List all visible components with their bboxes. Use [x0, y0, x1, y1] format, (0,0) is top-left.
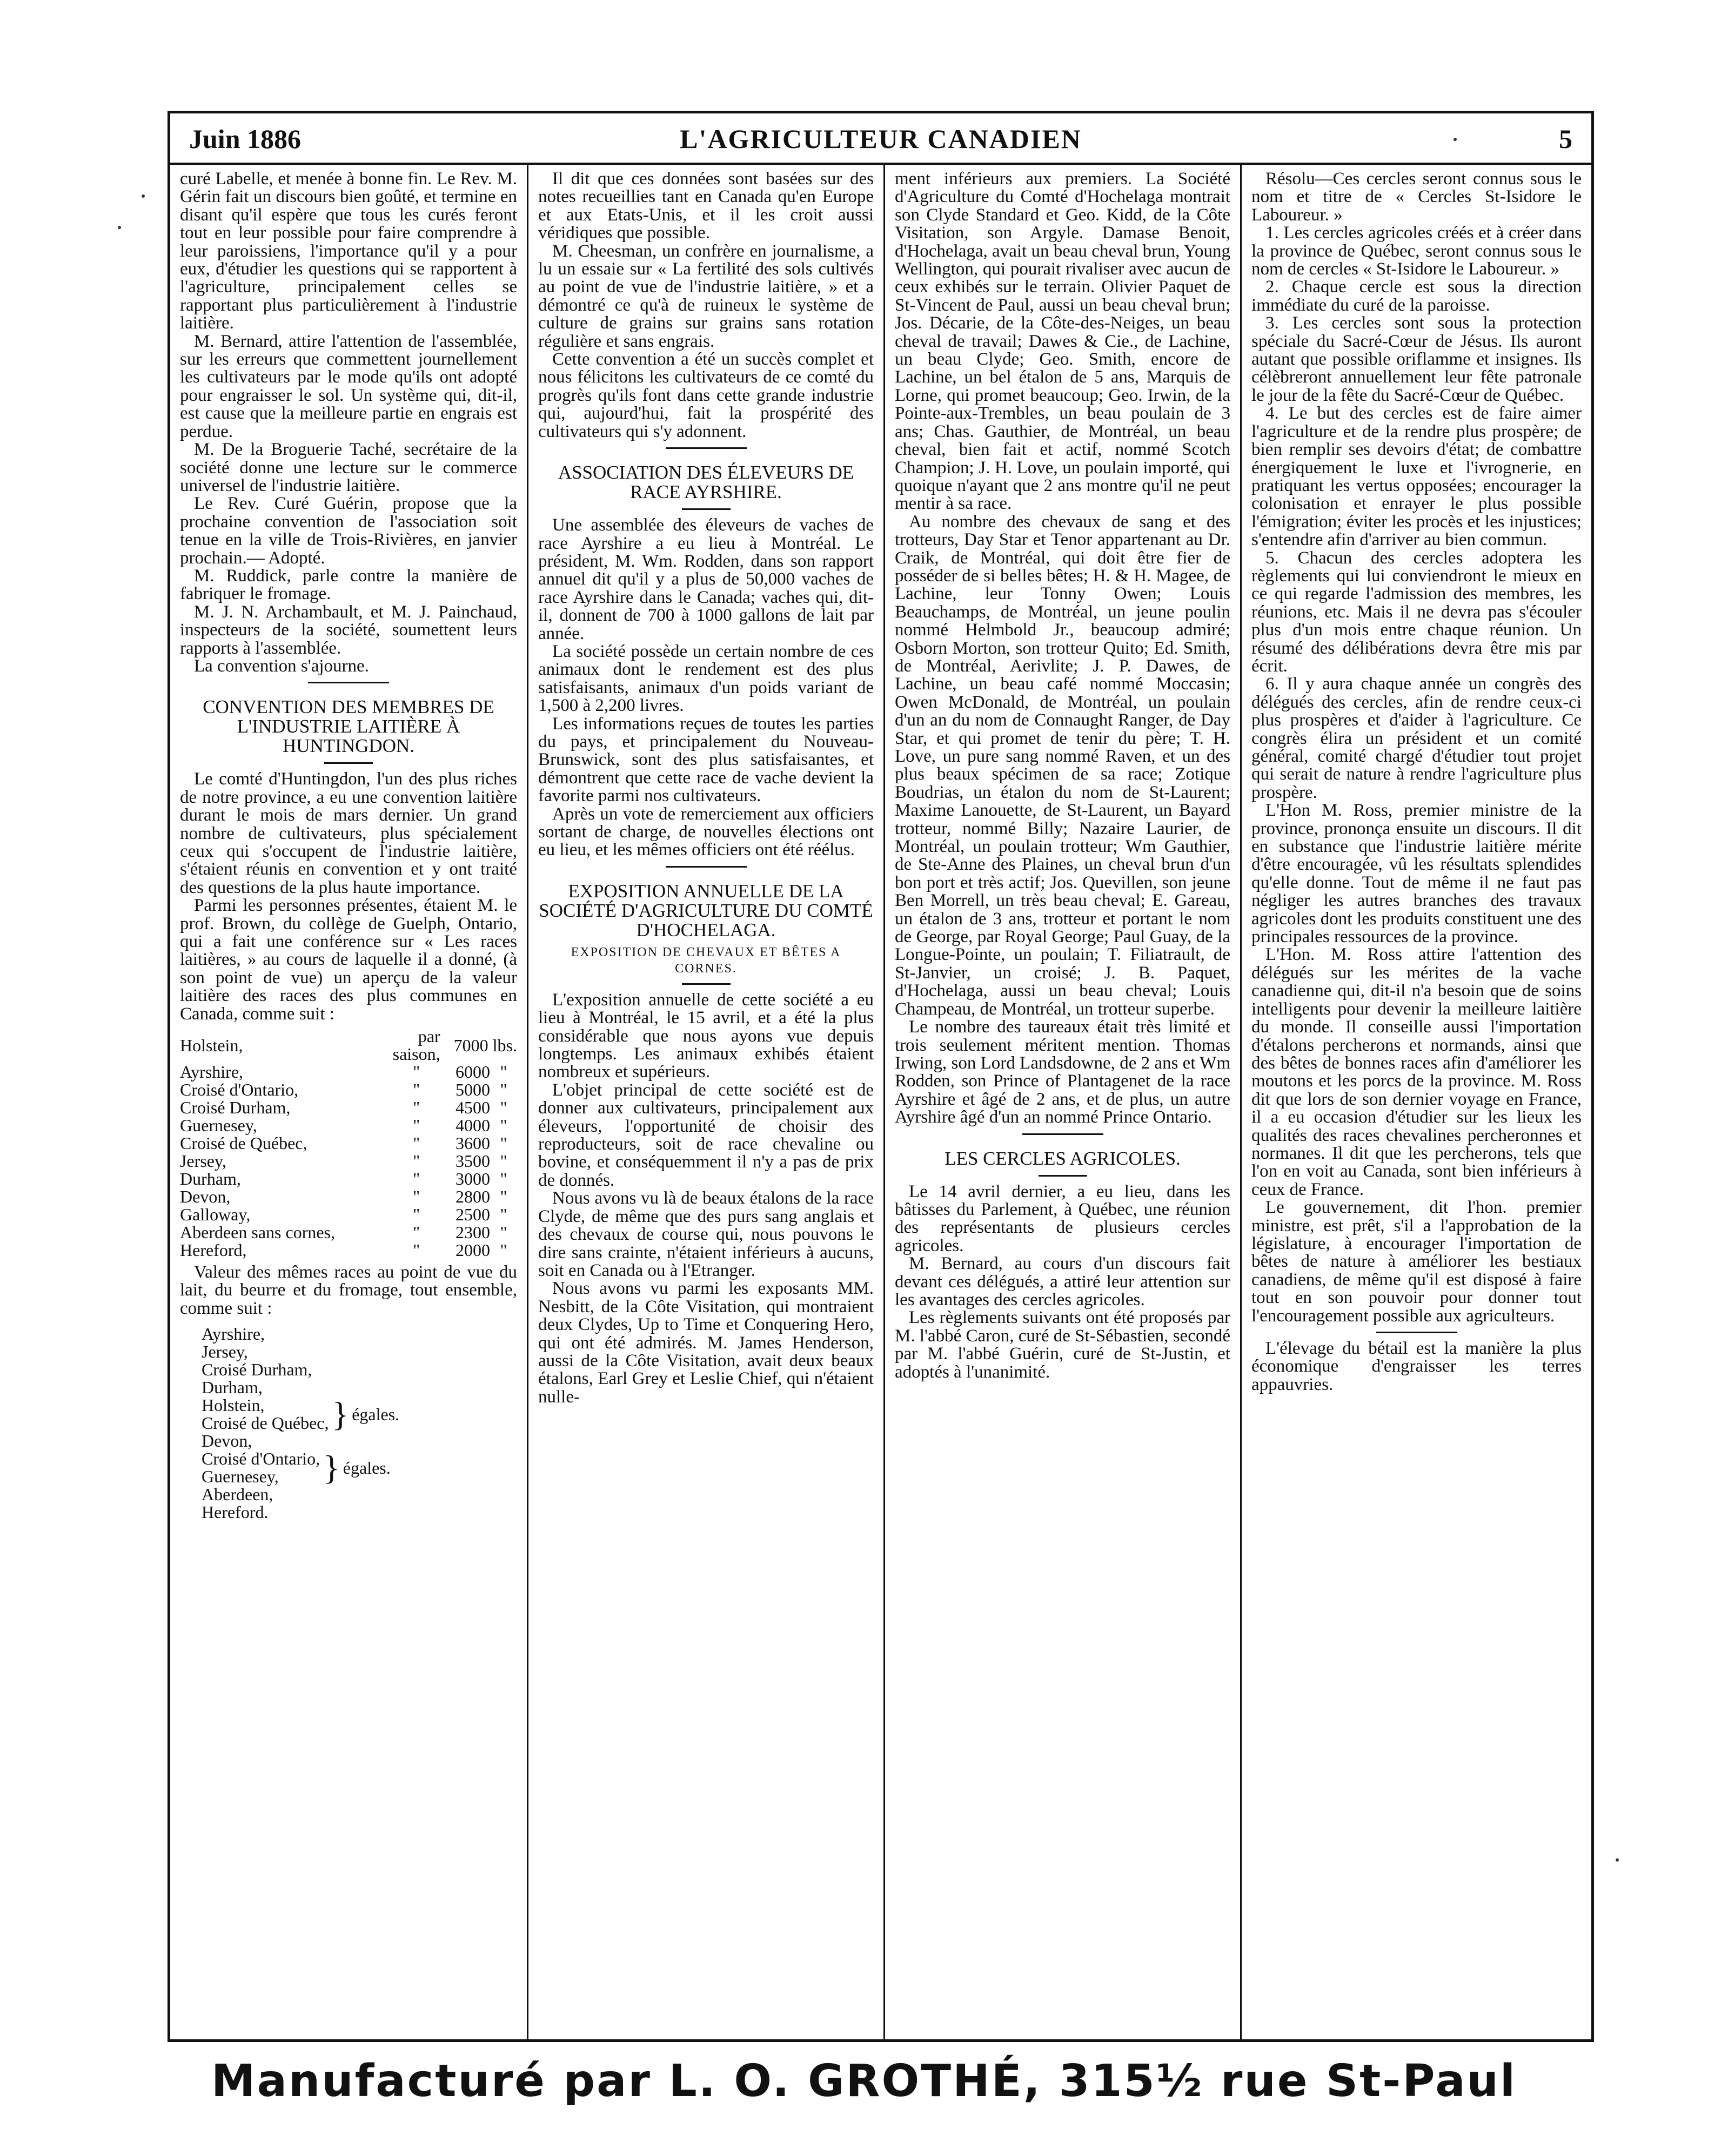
ditto-mark: "	[413, 1080, 420, 1100]
equal-label: égales.	[343, 1458, 391, 1477]
paragraph: Les informations reçues de toutes les parties du pays, et principalement du Nouveau-Brunswick, sont des plus satisfaisantes, et démontrent que cette race de vache devient la favorite parmi nos cultivateurs.	[538, 714, 874, 806]
ditto-mark: "	[413, 1062, 420, 1082]
ditto-mark: "	[500, 1080, 507, 1100]
paragraph: Après un vote de remerciement aux officiers sortant de charge, de nouvelles élections ont eu lieu, et les mêmes officiers ont été réélus.	[538, 804, 874, 860]
heading-rule	[682, 508, 731, 510]
list-item: Holstein,	[202, 1395, 265, 1415]
table-row	[180, 1206, 517, 1224]
list-item: Durham,	[202, 1378, 263, 1398]
speck	[118, 226, 121, 229]
column-4	[1240, 165, 1591, 2042]
paragraph: Résolu—Ces cercles seront connus sous le nom et titre de « Cercles St-Isidore le Laboureur. »	[1251, 169, 1582, 225]
table-row	[180, 1152, 517, 1170]
list-item: Aberdeen,	[202, 1485, 273, 1505]
paragraph: Le nombre des taureaux était très limité et trois seulement méritent mention. Thomas Irwing, son Lord Landsdowne, de 2 ans et Wm Rodden, son Prince of Plantagenet de la race Ayrshire et âgé de 2 ans, et de plus, un autre Ayrshire âgé d'un an nommé Prince Ontario.	[895, 1017, 1230, 1127]
table-row	[180, 1224, 517, 1241]
paragraph: Valeur des mêmes races au point de vue du lait, du beurre et du fromage, tout ensemble, comme suit :	[180, 1262, 517, 1318]
columns	[170, 165, 1591, 2042]
breed-yield: 3500	[456, 1151, 490, 1171]
breed-name: Guernesey,	[180, 1116, 257, 1136]
ditto-mark: "	[500, 1240, 507, 1260]
breed-yield: 4500	[456, 1098, 490, 1118]
heading-rule	[682, 983, 731, 985]
speck	[142, 194, 145, 198]
paragraph: L'Hon. M. Ross attire l'attention des délégués sur les mérites de la vache canadienne qui, dit-il n'a besoin que de soins intelligents pour devenir la meilleure laitière du monde. Il conseille aussi l'importation d'étalons percherons et normands, ainsi que des bêtes de bonnes races afin d'améliorer les moutons et les porcs de la province. M. Ross dit que lors de son dernier voyage en France, il a eu occasion d'étudier sur les lieux les qualités des races chevalines percheronnes et normanes. Il dit que les percherons, tels que l'on en voit au Canada, sont bien inférieurs à ceux de France.	[1251, 945, 1582, 1199]
paragraph: La société possède un certain nombre de ces animaux dont le rendement est des plus satisfaisants, animaux d'un poids variant de 1,500 à 2,200 livres.	[538, 641, 874, 716]
breed-name: Holstein,	[180, 1035, 243, 1055]
paragraph: Le Rev. Curé Guérin, propose que la prochaine convention de l'association soit tenue en la ville de Trois-Rivières, en janvier prochain.— Adopté.	[180, 494, 517, 568]
breed-name: Aberdeen sans cornes,	[180, 1223, 335, 1242]
paragraph: Nous avons vu là de beaux étalons de la race Clyde, de même que des purs sang anglais et des chevaux de course qui, nous pouvons le dire sans crainte, n'étaient inférieurs à aucuns, soit en Canada ou à l'Etranger.	[538, 1188, 874, 1280]
breed-name: Durham,	[180, 1169, 241, 1189]
paragraph: Nous avons vu parmi les exposants MM. Nesbitt, de la Côte Visitation, qui montraient deux Clydes, Up to Time et Conquering Hero, qui ont été admirés. M. James Henderson, aussi de la Côte Visitation, avait deux beaux étalons, Earl Grey et Leslie Chief, qui n'étaient nulle-	[538, 1279, 874, 1407]
breed-yield: 3600	[456, 1133, 490, 1153]
printer-imprint: Manufacturé par L. O. GROTHÉ, 315½ rue St-Paul	[211, 2056, 1517, 2107]
paragraph: 3. Les cercles sont sous la protection spéciale du Sacré-Cœur de Jésus. Ils auront autant que possible oriflamme et insignes. Ils célèbreront annuellement leur fête patronale le jour de la fête du Sacré-Cœur de Québec.	[1251, 313, 1582, 405]
paragraph: Cette convention a été un succès complet et nous félicitons les cultivateurs de ce comté du progrès qu'ils font dans cette grande industrie qui, aujourd'hui, fait la prospérité des cultivateurs qui s'y adonnent.	[538, 350, 874, 441]
breed-yield: 5000	[456, 1080, 490, 1100]
header-date: Juin 1886	[189, 124, 302, 154]
column-1	[170, 165, 527, 2042]
section-divider	[666, 866, 747, 868]
list-item: Croisé Durham,	[202, 1360, 312, 1380]
breed-yield: 6000	[456, 1062, 490, 1082]
breed-name: Croisé d'Ontario,	[180, 1080, 299, 1100]
paragraph: Le gouvernement, dit l'hon. premier ministre, est prêt, s'il a l'approbation de la législature, à encourager l'importation de bêtes de nature à améliorer les bestiaux canadiens, de même qu'il est disposé à faire tout en son pouvoir pour donner tout l'encouragement possible aux agriculteurs.	[1251, 1198, 1582, 1326]
page-header	[170, 113, 1591, 165]
section-divider	[666, 447, 747, 449]
breed-name: Hereford,	[180, 1240, 247, 1260]
ditto-mark: "	[500, 1133, 507, 1153]
breed-yield-table	[180, 1027, 517, 1259]
table-row	[180, 1099, 517, 1117]
paragraph: M. Bernard, au cours d'un discours fait devant ces délégués, a attiré leur attention sur les avantages des cercles agricoles.	[895, 1254, 1230, 1309]
paragraph: 1. Les cercles agricoles créés et à créer dans la province de Québec, seront connus sous le nom de cercles « St-Isidore le Laboureur. »	[1251, 223, 1582, 279]
column-2	[527, 165, 883, 2042]
paragraph: L'élevage du bétail est la manière la plus économique d'engraisser les terres appauvries.	[1251, 1339, 1582, 1394]
ditto-mark: "	[500, 1151, 507, 1171]
breed-yield: 2000	[456, 1240, 490, 1260]
paragraph: 2. Chaque cercle est sous la direction immédiate du curé de la paroisse.	[1251, 277, 1582, 315]
header-title: L'AGRICULTEUR CANADIEN	[680, 124, 1082, 154]
list-item: Croisé d'Ontario,	[202, 1449, 320, 1469]
article-heading: LES CERCLES AGRICOLES.	[945, 1147, 1181, 1169]
list-item: Hereford.	[202, 1502, 269, 1522]
breed-yield: 4000	[456, 1116, 490, 1136]
breed-yield: 2500	[456, 1205, 490, 1225]
list-item: Guernesey,	[202, 1467, 279, 1487]
breed-name: Ayrshire,	[180, 1062, 244, 1082]
breed-yield: 7000 lbs.	[453, 1035, 517, 1055]
paragraph: 5. Chacun des cercles adoptera les règlements qui lui conviendront le mieux en ce qui regarde l'admission des membres, les réunions, etc. Mais il ne devra pas s'écouler plus d'un mois entre chaque réunion. Un résumé des délibérations devra être mis par écrit.	[1251, 548, 1582, 676]
paragraph: L'exposition annuelle de cette société a eu lieu à Montréal, le 15 avril, et a été la plus considérable que nous ayons vue depuis longtemps. Les animaux exhibés étaient nombreux et supérieurs.	[538, 990, 874, 1082]
table-row	[180, 1081, 517, 1099]
breed-season-label: par saison,	[392, 1026, 440, 1064]
ditto-mark: "	[413, 1187, 420, 1207]
list-item: Devon,	[202, 1431, 252, 1451]
breed-yield: 2300	[456, 1223, 490, 1242]
breed-name: Devon,	[180, 1187, 231, 1207]
ditto-mark: "	[500, 1098, 507, 1118]
breed-yield: 3000	[456, 1169, 490, 1189]
article-subheading: EXPOSITION DE CHEVAUX ET BÊTES A CORNES.	[571, 945, 841, 976]
paragraph: M. De la Broguerie Taché, secrétaire de la société donne une lecture sur le commerce universel de l'industrie laitière.	[180, 440, 517, 495]
list-item: Croisé de Québec,	[202, 1413, 329, 1433]
ditto-mark: "	[500, 1187, 507, 1207]
ditto-mark: "	[413, 1205, 420, 1225]
article-heading: EXPOSITION ANNUELLE DE LA SOCIÉTÉ D'AGRICULTURE DU COMTÉ D'HOCHELAGA.	[539, 880, 873, 941]
header-page-number: 5	[1559, 124, 1572, 154]
article-heading: ASSOCIATION DES ÉLEVEURS DE RACE AYRSHIRE.	[558, 462, 854, 503]
paragraph: Le 14 avril dernier, a eu lieu, dans les bâtisses du Parlement, à Québec, une réunion des représentants de plusieurs cercles agricoles.	[895, 1181, 1230, 1255]
paragraph: L'Hon M. Ross, premier ministre de la province, prononça ensuite un discours. Il dit en substance que l'industrie laitière mérite d'être encouragée, vû les résultats splendides qu'elle donne. Tout de même il ne faut pas négliger les autres branches des travaux agricoles dont les produits constituent une des principales ressources de la province.	[1251, 801, 1582, 947]
table-row	[180, 1063, 517, 1081]
ditto-mark: "	[413, 1223, 420, 1242]
paragraph: La convention s'ajourne.	[194, 656, 369, 676]
paragraph: curé Labelle, et menée à bonne fin. Le Rev. M. Gérin fait un discours bien goûté, et termine en disant qu'il espère que tous les curés feront tout en leur possible pour faire comprendre à leur paroissiens, l'importance qu'il y a pour eux, d'étudier les questions qui se rapportent à l'agriculture, principalement celles se rapportant plus particulièrement à l'industrie laitière.	[180, 169, 517, 333]
table-row	[180, 1027, 517, 1063]
section-divider	[1376, 1332, 1457, 1333]
paragraph: 4. Le but des cercles est de faire aimer l'agriculture et de la rendre plus prospère; de bien remplir ses devoirs d'état; de combattre énergiquement le luxe et l'ivrognerie, en pratiquant les vertus opposées; encourager la colonisation et enrayer le plus possible l'émigration; éviter les procès et les injustices; s'entendre afin d'arriver au bien commun.	[1251, 404, 1582, 550]
breed-name: Croisé de Québec,	[180, 1133, 307, 1153]
heading-rule	[1039, 1175, 1087, 1177]
equal-label: égales.	[352, 1404, 400, 1424]
speck	[1454, 138, 1457, 141]
paragraph: Le comté d'Huntingdon, l'un des plus riches de notre province, a eu une convention laitière durant le mois de mars dernier. Un grand nombre de cultivateurs, plus spécialement ceux qui s'occupent de l'industrie laitière, s'étaient réunis en convention et y ont traité des questions de la plus haute importance.	[180, 769, 517, 897]
speck	[1616, 1858, 1619, 1862]
section-divider	[308, 682, 389, 683]
page-frame	[168, 111, 1594, 2042]
ditto-mark: "	[413, 1169, 420, 1189]
table-row	[180, 1134, 517, 1152]
ditto-mark: "	[413, 1240, 420, 1260]
column-3	[883, 165, 1240, 2042]
paragraph: Parmi les personnes présentes, étaient M. le prof. Brown, du collège de Guelph, Ontario, qui a fait une conférence sur « Les races laitières, » au cours de laquelle il a donné, (à son point de vue) un aperçu de la valeur laitière des races des plus communes en Canada, comme suit :	[180, 896, 517, 1024]
paragraph: 6. Il y aura chaque année un congrès des délégués des cercles, afin de rendre ceux-ci plus prospères et d'aider à l'agriculture. Ce congrès élira un président et un comité général, comité chargé d'étudier tout projet qui serait de nature à rendre l'agriculture plus prospère.	[1251, 674, 1582, 802]
table-row	[180, 1117, 517, 1134]
brace-icon: }	[323, 1448, 340, 1487]
table-row	[180, 1241, 517, 1259]
paragraph: ment inférieurs aux premiers. La Société d'Agriculture du Comté d'Hochelaga montrait son Clyde Standard et Geo. Kidd, de la Côte Visitation, son Argyle. Damase Benoit, d'Hochelaga, avait un beau cheval brun, Young Wellington, qui pourait rivaliser avec aucun de ceux exhibés sur le terrain. Olivier Paquet de St-Vincent de Paul, aussi un beau cheval brun; Jos. Décarie, de la Côte-des-Neiges, un beau cheval de travail; Dawes & Cie., de Lachine, un beau Clyde; Geo. Smith, encore de Lachine, un bel étalon de 5 ans, Marquis de Lorne, qui promet beaucoup; Geo. Irwin, de la Pointe-aux-Trembles, un beau poulain de 3 ans; Chas. Gauthier, de Montréal, un beau cheval, bien fait et actif, nommé Scotch Champion; J. H. Love, un poulain importé, qui quoique n'ayant que 2 ans montre qu'il ne peut mentir à sa race.	[895, 169, 1230, 514]
brace-icon: }	[332, 1395, 349, 1434]
breed-yield: 2800	[456, 1187, 490, 1207]
paragraph: Une assemblée des éleveurs de vaches de race Ayrshire a eu lieu à Montréal. Le président, M. Wm. Rodden, dans son rapport annuel dit qu'il y a plus de 50,000 vaches de race Ayrshire dans le Canada; vaches qui, dit-il, donnent de 700 à 1000 gallons de lait par année.	[538, 515, 874, 643]
table-row	[180, 1170, 517, 1188]
paragraph: M. J. N. Archambault, et M. J. Painchaud, inspecteurs de la société, soumettent leurs rapports à l'assemblée.	[180, 602, 517, 658]
ditto-mark: "	[500, 1223, 507, 1242]
article-heading: CONVENTION DES MEMBRES DE L'INDUSTRIE LAITIÈRE À HUNTINGDON.	[203, 696, 494, 757]
breed-ranking-list	[202, 1325, 517, 1521]
ditto-mark: "	[500, 1116, 507, 1136]
paragraph: M. Bernard, attire l'attention de l'assemblée, sur les erreurs que commettent journellement les cultivateurs par le mode qu'ils ont adopté pour engraisser le sol. Un système qui, dit-il, est cause que la meilleure partie en engrais est perdue.	[180, 331, 517, 441]
paragraph: M. Ruddick, parle contre la manière de fabriquer le fromage.	[180, 566, 517, 604]
breed-name: Galloway,	[180, 1205, 251, 1225]
equal-group-2	[202, 1450, 517, 1486]
ditto-mark: "	[500, 1062, 507, 1082]
ditto-mark: "	[413, 1133, 420, 1153]
breed-name: Croisé Durham,	[180, 1098, 291, 1118]
equal-group-1	[202, 1396, 517, 1432]
ditto-mark: "	[413, 1098, 420, 1118]
heading-rule	[324, 762, 373, 764]
list-item: Ayrshire,	[202, 1324, 265, 1344]
section-divider	[1022, 1133, 1103, 1135]
table-row	[180, 1188, 517, 1206]
list-item: Jersey,	[202, 1342, 248, 1362]
breed-name: Jersey,	[180, 1151, 226, 1171]
paragraph: Les règlements suivants ont été proposés par M. l'abbé Caron, curé de St-Sébastien, secondé par M. l'abbé Guérin, curé de St-Justin, et adoptés à l'unanimité.	[895, 1308, 1230, 1382]
paragraph: M. Cheesman, un confrère en journalisme, a lu un essaie sur « La fertilité des sols cultivés au point de vue de l'industrie laitière, » et a démontré ce qu'à de ruineux le système de culture de grains sur grains sans rotation régulière et sans engrais.	[538, 241, 874, 351]
paragraph: Au nombre des chevaux de sang et des trotteurs, Day Star et Tenor appartenant au Dr. Craik, de Montréal, qui doit être fier de posséder de si belles bêtes; H. & H. Magee, de Lachine, leur Tonny Owen; Louis Beauchamps, de Montréal, un jeune poulin nommé Helmbold Jr., beaucoup admiré; Osborn Morton, son trotteur Quito; Ed. Smith, de Montréal, Aerivlite; J. P. Dawes, de Lachine, un beau café nommé Moccasin; Owen McDonald, de Montréal, un poulain d'un an du nom de Connaught Ranger, de Day Star, et qui promet de tenir du père; T. H. Love, un pure sang nommé Raven, et un des plus beaux spécimen de sa race; Zotique Boudrias, un étalon du nom de St-Laurent; Maxime Lanouette, de St-Laurent, un Bayard trotteur, nommé Billy; Nazaire Laurier, de Montréal, un poulain trotteur; Wm Gauthier, de Ste-Anne des Plaines, un cheval brun d'un bon port et très actif; Jos. Quevillen, son jeune Ben Morrell, un très beau cheval; E. Gareau, un étalon de 3 ans, trotteur et portant le nom de George, par Royal George; Paul Guay, de la Longue-Pointe, un poulain; T. Filiatrault, de St-Janvier, un croisé; J. B. Paquet, d'Hochelaga, aussi un beau cheval; Louis Champeau, de Montréal, un trotteur superbe.	[895, 512, 1230, 1019]
paragraph: L'objet principal de cette société est de donner aux cultivateurs, principalement aux éleveurs, l'opportunité de choisir des reproducteurs, soit de race chevaline ou bovine, et conséquemment il n'y a pas de prix de donnés.	[538, 1080, 874, 1190]
ditto-mark: "	[413, 1116, 420, 1136]
paragraph: Il dit que ces données sont basées sur des notes recueillies tant en Canada qu'en Europe et aux Etats-Unis, et il les croit aussi véridiques que possible.	[538, 169, 874, 243]
ditto-mark: "	[500, 1169, 507, 1189]
ditto-mark: "	[500, 1205, 507, 1225]
ditto-mark: "	[413, 1151, 420, 1171]
